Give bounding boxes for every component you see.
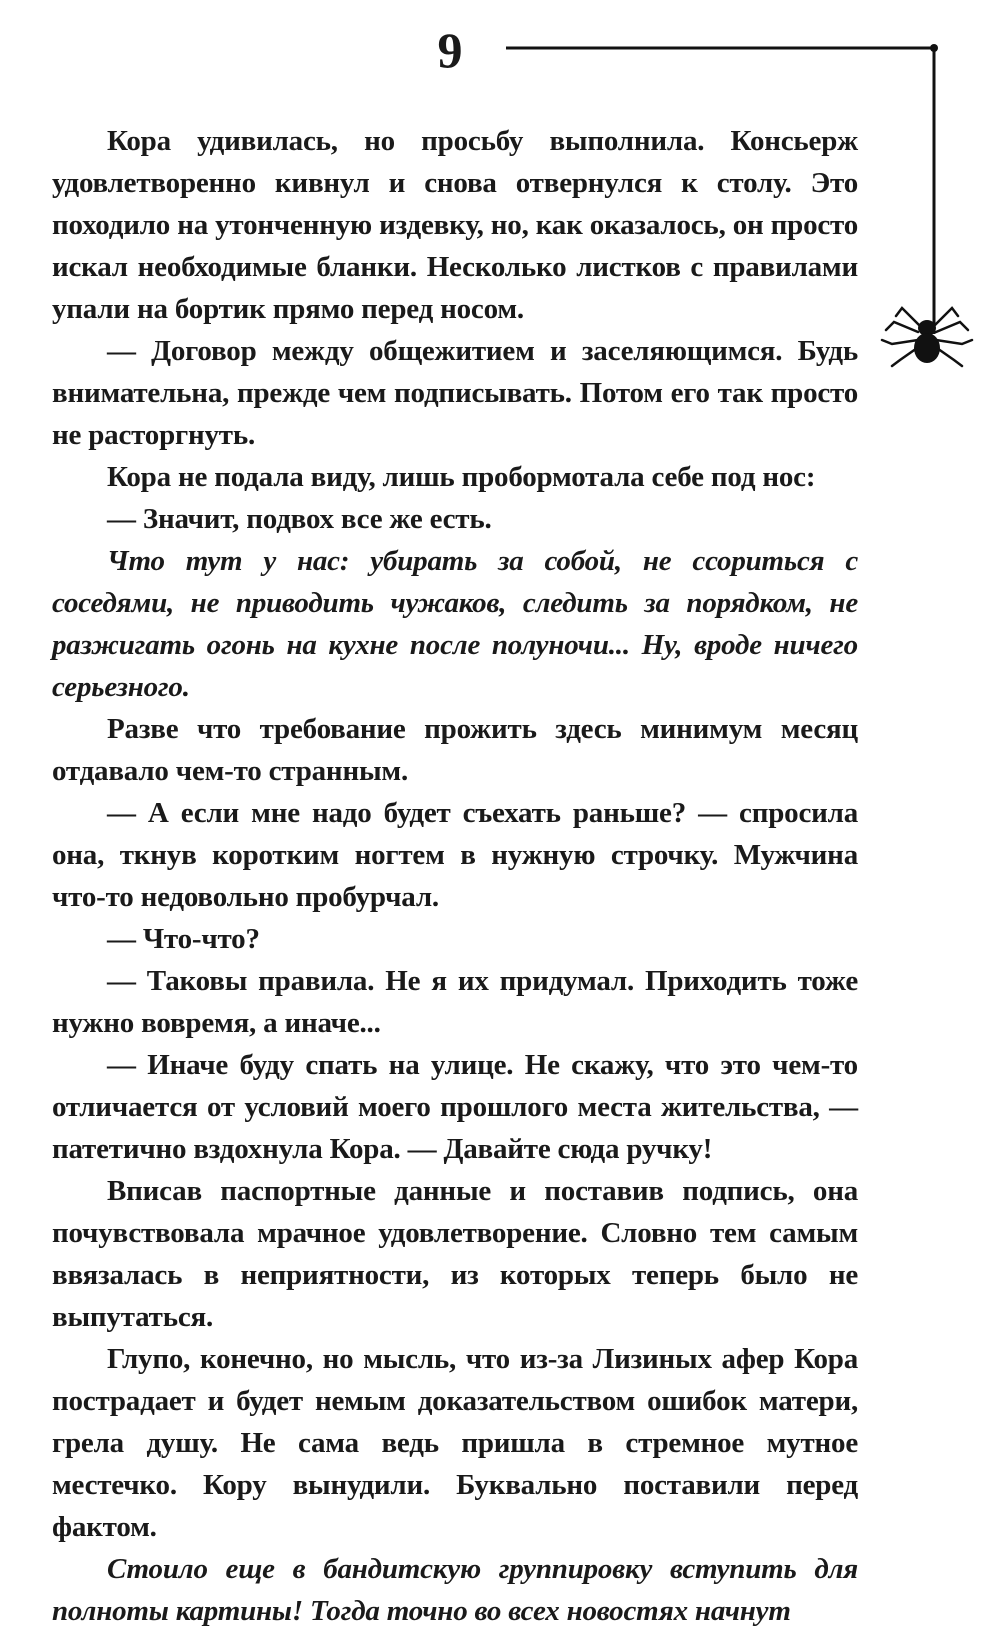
paragraph-9: — Таковы правила. Не я их придумал. Приходить тоже нужно вовремя, а иначе...	[52, 965, 858, 1039]
paragraph-4: — Значит, подвох все же есть.	[107, 503, 492, 535]
paragraph-12: Глупо, конечно, но мысль, что из-за Лизиных афер Кора пострадает и будет немым доказательством ошибок матери, грела душу. Не сама ведь пришла в стремное мутное местечко. Кору вынудили. Буквально поставили перед фактом.	[52, 1343, 858, 1543]
paragraph-7: — А если мне надо будет съехать раньше? — спросила она, ткнув коротким ногтем в нужную строчку. Мужчина что-то недовольно пробурчал.	[52, 797, 858, 913]
paragraph-11: Вписав паспортные данные и поставив подпись, она почувствовала мрачное удовлетворение. Словно тем самым ввязалась в неприятности, из которых теперь было не выпутаться.	[52, 1175, 858, 1333]
paragraph-1: Кора удивилась, но просьбу выполнила. Консьерж удовлетворенно кивнул и снова отвернулся к столу. Это походило на утонченную издевку, но, как оказалось, он просто искал необходимые бланки. Несколько листков с правилами упали на бортик прямо перед носом.	[52, 125, 858, 325]
paragraph-6: Разве что требование прожить здесь минимум месяц отдавало чем-то странным.	[52, 713, 858, 787]
paragraph-8: — Что-что?	[107, 923, 260, 955]
paragraph-2: — Договор между общежитием и заселяющимся. Будь внимательна, прежде чем подписывать. Потом его так просто не расторгнуть.	[52, 335, 858, 451]
paragraph-10: — Иначе буду спать на улице. Не скажу, что это чем-то отличается от условий моего прошлого места жительства, — патетично вздохнула Кора. — Давайте сюда ручку!	[52, 1049, 858, 1165]
spider-icon	[872, 286, 982, 386]
text-block	[52, 120, 858, 1632]
paragraph-5-italic: Что тут у нас: убирать за собой, не ссориться с соседями, не приводить чужаков, следить за порядком, не разжигать огонь на кухне после полуночи... Ну, вроде ничего серьезного.	[52, 545, 858, 703]
page-number: 9	[437, 22, 463, 78]
paragraph-13-italic: Стоило еще в бандитскую группировку вступить для полноты картины! Тогда точно во всех новостях начнут	[52, 1553, 858, 1627]
paragraph-3: Кора не подала виду, лишь пробормотала себе под нос:	[107, 461, 816, 493]
